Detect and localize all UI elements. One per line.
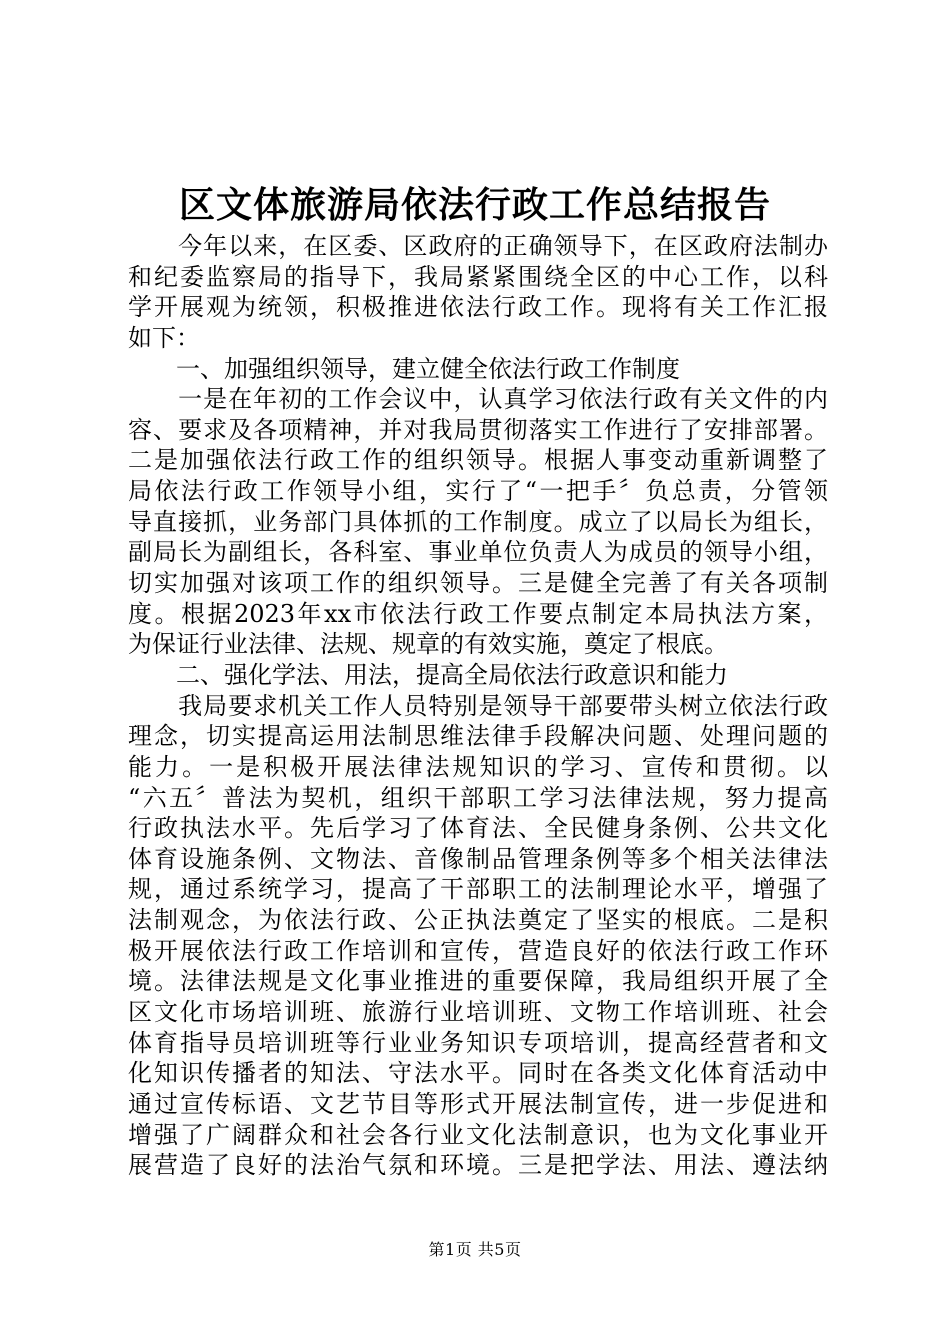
body-text-line: 今年以来，在区委、区政府的正确领导下，在区政府法制办: [128, 232, 828, 260]
body-text-line: 一是在年初的工作会议中，认真学习依法行政有关文件的内: [128, 385, 828, 414]
body-text-line: 展营造了良好的法治气氛和环境。三是把学法、用法、遵法纳: [128, 1151, 828, 1180]
body-text-line: 如下：: [128, 323, 200, 352]
body-text-line: 局依法行政工作领导小组，实行了“一把手〞负总责，分管领: [128, 477, 828, 506]
body-text-line: 法制观念，为依法行政、公正执法奠定了坚实的根底。二是积: [128, 906, 828, 935]
body-text-line: 规，通过系统学习，提高了干部职工的法制理论水平，增强了: [128, 875, 828, 904]
page-footer: 第1页 共5页: [428, 1240, 522, 1259]
body-text-line: 体育设施条例、文物法、音像制品管理条例等多个相关法律法: [128, 844, 828, 873]
body-text-line: 境。法律法规是文化事业推进的重要保障，我局组织开展了全: [128, 967, 828, 996]
body-text-line: 增强了广阔群众和社会各行业文化法制意识，也为文化事业开: [128, 1120, 828, 1149]
body-text-line: 容、要求及各项精神，并对我局贯彻落实工作进行了安排部署。: [128, 415, 828, 444]
body-text-line: 通过宣传标语、文艺节目等形式开展法制宣传，进一步促进和: [128, 1089, 828, 1118]
body-text-line: 行政执法水平。先后学习了体育法、全民健身条例、公共文化: [128, 814, 828, 843]
body-text-line: 一、加强组织领导，建立健全依法行政工作制度: [128, 354, 680, 383]
body-text-line: 副局长为副组长，各科室、事业单位负责人为成员的领导小组，: [128, 538, 828, 567]
document-title: 区文体旅游局依法行政工作总结报告: [178, 184, 771, 226]
body-text-line: 切实加强对该项工作的组织领导。三是健全完善了有关各项制: [128, 569, 828, 598]
body-text-line: 为保证行业法律、法规、规章的有效实施，奠定了根底。: [128, 630, 728, 659]
body-text-line: 体育指导员培训班等行业业务知识专项培训，提高经营者和文: [128, 1028, 828, 1057]
document-body: [128, 231, 828, 1181]
body-text-line: 和纪委监察局的指导下，我局紧紧围绕全区的中心工作，以科: [128, 262, 828, 291]
body-text-line: 化知识传播者的知法、守法水平。同时在各类文化体育活动中: [128, 1059, 828, 1088]
body-text-line: 能力。一是积极开展法律法规知识的学习、宣传和贯彻。以: [128, 752, 828, 781]
body-text-line: “六五〞普法为契机，组织干部职工学习法律法规，努力提高: [128, 783, 828, 812]
body-text-line: 度。根据2023年xx市依法行政工作要点制定本局执法方案，: [128, 599, 828, 628]
body-text-line: 二是加强依法行政工作的组织领导。根据人事变动重新调整了: [128, 446, 828, 475]
body-text-line: 理念，切实提高运用法制思维法律手段解决问题、处理问题的: [128, 722, 828, 751]
body-text-line: 导直接抓，业务部门具体抓的工作制度。成立了以局长为组长，: [128, 507, 828, 536]
body-text-line: 学开展观为统领，积极推进依法行政工作。现将有关工作汇报: [128, 293, 828, 322]
body-text-line: 区文化市场培训班、旅游行业培训班、文物工作培训班、社会: [128, 998, 828, 1027]
body-text-line: 极开展依法行政工作培训和宣传，营造良好的依法行政工作环: [128, 936, 828, 965]
body-text-line: 二、强化学法、用法，提高全局依法行政意识和能力: [128, 660, 728, 689]
body-text-line: 我局要求机关工作人员特别是领导干部要带头树立依法行政: [128, 691, 828, 720]
